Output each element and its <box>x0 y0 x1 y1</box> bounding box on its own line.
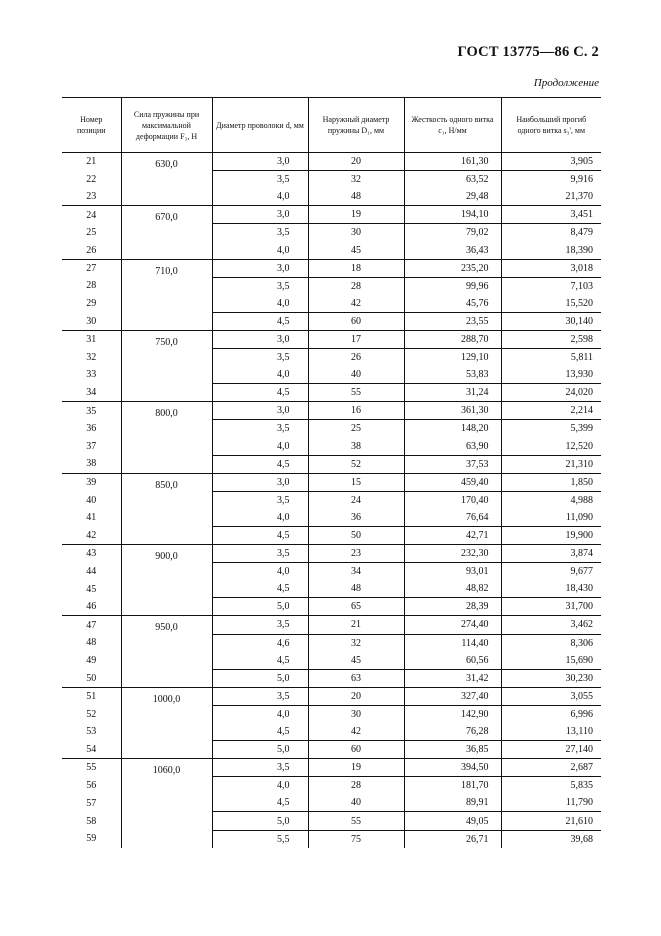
cell-deflection: 27,140 <box>501 741 601 759</box>
cell-deflection: 18,390 <box>501 241 601 259</box>
cell-outer-diameter: 17 <box>308 330 404 348</box>
cell-wire-diameter: 4,0 <box>212 241 308 259</box>
cell-position: 54 <box>86 743 97 755</box>
cell-deflection: 8,479 <box>501 224 601 242</box>
cell-position: 29 <box>86 298 97 310</box>
table-row <box>62 812 601 830</box>
cell-outer-diameter: 15 <box>308 473 404 491</box>
cell-outer-diameter: 42 <box>308 295 404 313</box>
cell-position: 47 <box>62 616 121 634</box>
cell-position: 28 <box>86 280 97 292</box>
cell-wire-diameter: 3,0 <box>212 259 308 277</box>
cell-force: 800,0 <box>121 402 212 455</box>
cell-deflection: 9,916 <box>501 171 601 189</box>
cell-outer-diameter: 45 <box>308 652 404 670</box>
cell-deflection: 2,214 <box>501 402 601 420</box>
cell-stiffness: 194,10 <box>404 206 501 224</box>
cell-deflection: 5,835 <box>501 777 601 795</box>
table-row <box>62 384 601 402</box>
cell-force: 710,0 <box>121 259 212 312</box>
cell-force: 1060,0 <box>121 759 212 812</box>
cell-wire-diameter: 4,0 <box>212 509 308 527</box>
cell-stiffness: 63,90 <box>404 438 501 456</box>
cell-deflection: 13,110 <box>501 723 601 741</box>
page-header-title: ГОСТ 13775—86 С. 2 <box>457 44 599 60</box>
cell-deflection: 8,306 <box>501 634 601 652</box>
table-row <box>62 153 601 171</box>
cell-deflection: 4,988 <box>501 491 601 509</box>
cell-deflection: 6,996 <box>501 705 601 723</box>
cell-deflection: 21,370 <box>501 188 601 206</box>
cell-outer-diameter: 52 <box>308 455 404 473</box>
cell-deflection: 18,430 <box>501 580 601 598</box>
header-row <box>62 98 601 153</box>
cell-position: 55 <box>62 759 121 777</box>
cell-stiffness: 36,85 <box>404 741 501 759</box>
cell-position: 52 <box>86 708 97 720</box>
cell-force: 670,0 <box>121 206 212 259</box>
cell-stiffness: 31,24 <box>404 384 501 402</box>
cell-outer-diameter: 60 <box>308 312 404 330</box>
cell-stiffness: 79,02 <box>404 224 501 242</box>
cell-stiffness: 36,43 <box>404 241 501 259</box>
cell-outer-diameter: 48 <box>308 580 404 598</box>
cell-wire-diameter: 4,0 <box>212 295 308 313</box>
cell-deflection: 39,68 <box>501 830 601 848</box>
cell-outer-diameter: 18 <box>308 259 404 277</box>
cell-position: 37 <box>86 440 97 452</box>
cell-force-empty <box>121 384 212 402</box>
col-header-force: Сила пружины при максимальной деформации F₃, Н <box>121 98 212 153</box>
cell-wire-diameter: 4,0 <box>212 366 308 384</box>
cell-position: 57 <box>86 797 97 809</box>
cell-stiffness: 170,40 <box>404 491 501 509</box>
cell-wire-diameter: 3,0 <box>212 473 308 491</box>
cell-force-empty <box>121 312 212 330</box>
cell-deflection: 15,690 <box>501 652 601 670</box>
cell-stiffness: 76,64 <box>404 509 501 527</box>
cell-stiffness: 235,20 <box>404 259 501 277</box>
cell-wire-diameter: 4,5 <box>212 526 308 544</box>
cell-stiffness: 53,83 <box>404 366 501 384</box>
cell-outer-diameter: 32 <box>308 171 404 189</box>
cell-wire-diameter: 3,5 <box>212 224 308 242</box>
cell-position: 53 <box>86 726 97 738</box>
cell-outer-diameter: 55 <box>308 384 404 402</box>
cell-position: 56 <box>86 780 97 792</box>
cell-wire-diameter: 4,5 <box>212 312 308 330</box>
cell-position: 45 <box>86 583 97 595</box>
cell-stiffness: 394,50 <box>404 759 501 777</box>
cell-force-empty <box>121 455 212 473</box>
cell-stiffness: 148,20 <box>404 420 501 438</box>
cell-wire-diameter: 4,0 <box>212 438 308 456</box>
cell-position: 35 <box>62 402 121 420</box>
cell-deflection: 3,874 <box>501 545 601 563</box>
col-header-outer-diameter: Наружный диаметр пружины D₁, мм <box>308 98 404 153</box>
cell-outer-diameter: 32 <box>308 634 404 652</box>
cell-stiffness: 49,05 <box>404 812 501 830</box>
cell-deflection: 11,090 <box>501 509 601 527</box>
cell-force: 850,0 <box>121 473 212 526</box>
cell-stiffness: 76,28 <box>404 723 501 741</box>
cell-outer-diameter: 55 <box>308 812 404 830</box>
cell-deflection: 3,462 <box>501 616 601 634</box>
cell-force: 750,0 <box>121 330 212 383</box>
cell-deflection: 1,850 <box>501 473 601 491</box>
cell-deflection: 13,930 <box>501 366 601 384</box>
cell-wire-diameter: 3,5 <box>212 545 308 563</box>
col-header-position: Номер позиции <box>62 98 121 153</box>
cell-force-empty <box>121 669 212 687</box>
cell-deflection: 3,055 <box>501 687 601 705</box>
cell-wire-diameter: 3,0 <box>212 402 308 420</box>
cell-outer-diameter: 63 <box>308 669 404 687</box>
cell-stiffness: 28,39 <box>404 598 501 616</box>
cell-position: 27 <box>62 259 121 277</box>
cell-stiffness: 37,53 <box>404 455 501 473</box>
cell-wire-diameter: 5,0 <box>212 598 308 616</box>
cell-deflection: 30,140 <box>501 312 601 330</box>
cell-wire-diameter: 3,5 <box>212 277 308 295</box>
cell-outer-diameter: 45 <box>308 241 404 259</box>
cell-force-empty <box>121 741 212 759</box>
cell-outer-diameter: 75 <box>308 830 404 848</box>
table-row <box>62 473 601 491</box>
cell-position: 22 <box>86 173 97 185</box>
cell-stiffness: 274,40 <box>404 616 501 634</box>
cell-stiffness: 327,40 <box>404 687 501 705</box>
cell-position: 41 <box>86 512 97 524</box>
cell-deflection: 31,700 <box>501 598 601 616</box>
cell-stiffness: 114,40 <box>404 634 501 652</box>
cell-position: 25 <box>86 227 97 239</box>
cell-outer-diameter: 26 <box>308 349 404 367</box>
cell-deflection: 2,598 <box>501 330 601 348</box>
cell-wire-diameter: 3,0 <box>212 206 308 224</box>
table-body <box>62 153 601 848</box>
table-row <box>62 598 601 616</box>
cell-stiffness: 31,42 <box>404 669 501 687</box>
cell-force: 1000,0 <box>121 687 212 740</box>
cell-outer-diameter: 65 <box>308 598 404 616</box>
table-row <box>62 616 601 634</box>
cell-position: 34 <box>86 387 97 399</box>
table-row <box>62 687 601 705</box>
cell-wire-diameter: 3,0 <box>212 330 308 348</box>
cell-position: 23 <box>86 191 97 203</box>
cell-outer-diameter: 16 <box>308 402 404 420</box>
table-row <box>62 526 601 544</box>
cell-force-empty <box>121 598 212 616</box>
cell-outer-diameter: 28 <box>308 277 404 295</box>
cell-wire-diameter: 4,5 <box>212 794 308 812</box>
cell-wire-diameter: 3,0 <box>212 153 308 171</box>
cell-wire-diameter: 3,5 <box>212 349 308 367</box>
table-row <box>62 545 601 563</box>
col-header-wire-diameter: Диаметр проволоки d, мм <box>212 98 308 153</box>
cell-stiffness: 161,30 <box>404 153 501 171</box>
cell-stiffness: 45,76 <box>404 295 501 313</box>
cell-wire-diameter: 4,0 <box>212 563 308 581</box>
cell-position: 21 <box>62 153 121 171</box>
cell-deflection: 11,790 <box>501 794 601 812</box>
cell-position: 50 <box>86 672 97 684</box>
cell-outer-diameter: 23 <box>308 545 404 563</box>
cell-outer-diameter: 28 <box>308 777 404 795</box>
table-row <box>62 206 601 224</box>
cell-outer-diameter: 60 <box>308 741 404 759</box>
table-row <box>62 455 601 473</box>
cell-position: 30 <box>86 315 97 327</box>
cell-outer-diameter: 30 <box>308 705 404 723</box>
table-row <box>62 330 601 348</box>
cell-deflection: 7,103 <box>501 277 601 295</box>
cell-wire-diameter: 5,5 <box>212 830 308 848</box>
cell-wire-diameter: 4,0 <box>212 188 308 206</box>
cell-position: 48 <box>86 637 97 649</box>
table-row <box>62 402 601 420</box>
cell-position: 38 <box>86 458 97 470</box>
cell-outer-diameter: 42 <box>308 723 404 741</box>
cell-position: 59 <box>86 833 97 845</box>
cell-stiffness: 26,71 <box>404 830 501 848</box>
cell-wire-diameter: 4,5 <box>212 652 308 670</box>
cell-deflection: 5,399 <box>501 420 601 438</box>
continuation-label: Продолжение <box>533 77 599 89</box>
col-header-stiffness: Жесткость одного витка c₁, Н/мм <box>404 98 501 153</box>
table-row <box>62 669 601 687</box>
cell-wire-diameter: 3,5 <box>212 759 308 777</box>
cell-deflection: 3,905 <box>501 153 601 171</box>
cell-stiffness: 23,55 <box>404 312 501 330</box>
cell-stiffness: 142,90 <box>404 705 501 723</box>
cell-wire-diameter: 3,5 <box>212 687 308 705</box>
cell-position: 32 <box>86 351 97 363</box>
cell-outer-diameter: 19 <box>308 206 404 224</box>
cell-position: 39 <box>62 473 121 491</box>
cell-wire-diameter: 4,0 <box>212 777 308 795</box>
cell-deflection: 3,018 <box>501 259 601 277</box>
spring-data-table <box>62 97 601 848</box>
cell-wire-diameter: 4,0 <box>212 705 308 723</box>
table-row <box>62 741 601 759</box>
cell-outer-diameter: 24 <box>308 491 404 509</box>
cell-stiffness: 232,30 <box>404 545 501 563</box>
cell-position: 42 <box>86 529 97 541</box>
cell-deflection: 24,020 <box>501 384 601 402</box>
cell-wire-diameter: 5,0 <box>212 669 308 687</box>
cell-stiffness: 459,40 <box>404 473 501 491</box>
cell-position: 33 <box>86 369 97 381</box>
cell-wire-diameter: 4,5 <box>212 455 308 473</box>
cell-wire-diameter: 3,5 <box>212 171 308 189</box>
cell-force-empty <box>121 526 212 544</box>
cell-deflection: 3,451 <box>501 206 601 224</box>
cell-stiffness: 89,91 <box>404 794 501 812</box>
cell-position: 26 <box>86 244 97 256</box>
cell-position: 46 <box>86 601 97 613</box>
table-row <box>62 759 601 777</box>
cell-wire-diameter: 4,6 <box>212 634 308 652</box>
cell-position: 44 <box>86 565 97 577</box>
table-header <box>62 98 601 153</box>
table-row <box>62 259 601 277</box>
cell-deflection: 21,310 <box>501 455 601 473</box>
cell-position: 24 <box>62 206 121 224</box>
cell-wire-diameter: 3,5 <box>212 491 308 509</box>
cell-wire-diameter: 5,0 <box>212 741 308 759</box>
cell-deflection: 21,610 <box>501 812 601 830</box>
cell-outer-diameter: 40 <box>308 794 404 812</box>
cell-outer-diameter: 21 <box>308 616 404 634</box>
cell-deflection: 15,520 <box>501 295 601 313</box>
cell-position: 31 <box>62 330 121 348</box>
cell-deflection: 5,811 <box>501 349 601 367</box>
cell-deflection: 9,677 <box>501 563 601 581</box>
cell-outer-diameter: 20 <box>308 687 404 705</box>
cell-outer-diameter: 20 <box>308 153 404 171</box>
cell-force: 630,0 <box>121 153 212 206</box>
cell-stiffness: 129,10 <box>404 349 501 367</box>
cell-stiffness: 361,30 <box>404 402 501 420</box>
cell-stiffness: 63,52 <box>404 171 501 189</box>
cell-wire-diameter: 3,5 <box>212 616 308 634</box>
cell-wire-diameter: 4,5 <box>212 723 308 741</box>
table-row <box>62 312 601 330</box>
cell-force: 900,0 <box>121 545 212 598</box>
cell-deflection: 19,900 <box>501 526 601 544</box>
cell-outer-diameter: 38 <box>308 438 404 456</box>
cell-position: 49 <box>86 654 97 666</box>
cell-stiffness: 60,56 <box>404 652 501 670</box>
cell-wire-diameter: 4,5 <box>212 384 308 402</box>
cell-stiffness: 29,48 <box>404 188 501 206</box>
cell-deflection: 30,230 <box>501 669 601 687</box>
cell-wire-diameter: 4,5 <box>212 580 308 598</box>
cell-outer-diameter: 36 <box>308 509 404 527</box>
col-header-deflection: Наибольший прогиб одного витка s₃', мм <box>501 98 601 153</box>
cell-stiffness: 48,82 <box>404 580 501 598</box>
cell-stiffness: 42,71 <box>404 526 501 544</box>
cell-stiffness: 181,70 <box>404 777 501 795</box>
cell-stiffness: 288,70 <box>404 330 501 348</box>
cell-outer-diameter: 50 <box>308 526 404 544</box>
cell-position: 58 <box>86 815 97 827</box>
cell-outer-diameter: 30 <box>308 224 404 242</box>
cell-position: 43 <box>62 545 121 563</box>
cell-outer-diameter: 40 <box>308 366 404 384</box>
cell-stiffness: 93,01 <box>404 563 501 581</box>
cell-wire-diameter: 3,5 <box>212 420 308 438</box>
cell-stiffness: 99,96 <box>404 277 501 295</box>
cell-force-empty <box>121 812 212 848</box>
cell-deflection: 2,687 <box>501 759 601 777</box>
cell-position: 36 <box>86 423 97 435</box>
cell-outer-diameter: 34 <box>308 563 404 581</box>
cell-force: 950,0 <box>121 616 212 669</box>
cell-outer-diameter: 48 <box>308 188 404 206</box>
cell-outer-diameter: 19 <box>308 759 404 777</box>
cell-position: 51 <box>62 687 121 705</box>
cell-wire-diameter: 5,0 <box>212 812 308 830</box>
cell-outer-diameter: 25 <box>308 420 404 438</box>
cell-deflection: 12,520 <box>501 438 601 456</box>
cell-position: 40 <box>86 494 97 506</box>
